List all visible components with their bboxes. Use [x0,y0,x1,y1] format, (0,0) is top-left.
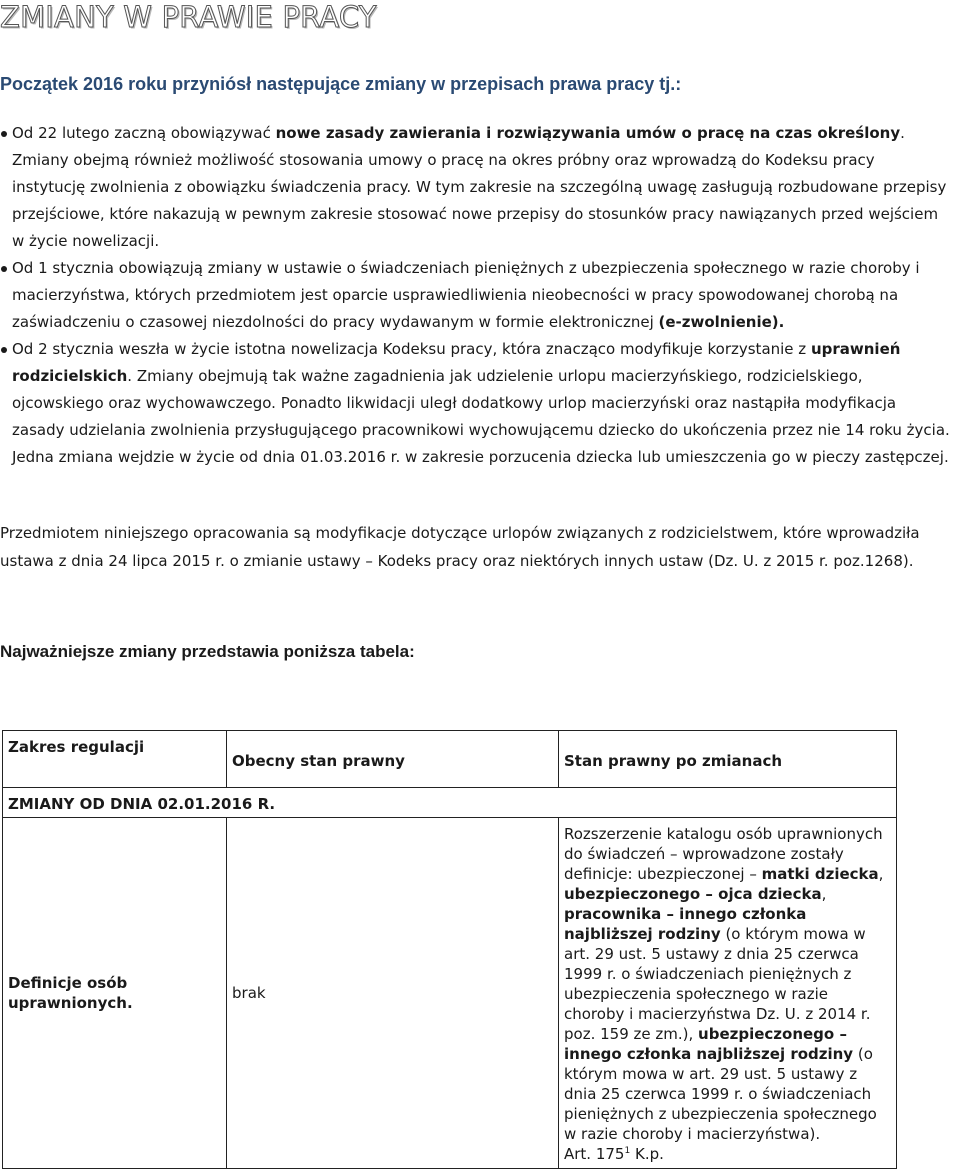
cell-bold-text: ubezpieczonego – innego członka najbliższej rodziny [564,1025,854,1063]
bullet-item-employment-contracts [0,120,950,255]
cell-bold-text: pracownika – innego członka najbliższej rodziny [564,905,807,943]
cell-text: (o którym mowa w art. 29 ust. 5 ustawy z dnia 25 czerwca 1999 r. o świadczeniach pieniężnych z ubezpieczenia społecznego w razie choroby i macierzyństwa Dz. U. z 2014 r. poz. 159 ze zm.), [564,925,871,1043]
page-title: ZMIANY W PRAWIE PRACY [0,0,377,34]
cell-text: (o którym mowa w art. 29 ust. 5 ustawy z dnia 25 czerwca 1999 r. o świadczeniach pieniężnych z ubezpieczenia społecznego w razie choroby i macierzyństwa). [564,1045,877,1143]
paragraph-line: ustawa z dnia 24 lipca 2015 r. o zmianie ustawy – Kodeks pracy oraz niektórych innych ustaw (Dz. U. z 2015 r. poz.1268). [0,552,914,570]
cell-bold-text: ubezpieczonego – ojca dziecka [564,885,822,903]
article-sup: 1 [624,1146,631,1156]
bullet-item-e-sick-leave [0,255,950,336]
article-suffix: K.p. [630,1145,664,1163]
cell-bold-text: matki dziecka [761,865,879,883]
changes-bullet-list [0,120,950,471]
header-scope: Zakres regulacji [3,731,227,788]
cell-text: Rozszerzenie katalogu osób uprawnionych do świadczeń – wprowadzone zostały definicje: ubezpieczonej – [564,825,883,883]
cell-scope: Definicje osób uprawnionych. [3,818,227,1169]
table-row [3,818,897,1169]
page-subtitle: Początek 2016 roku przyniósł następujące zmiany w przepisach prawa pracy tj.: [0,74,682,94]
changes-table [2,730,897,1169]
bullet-bold-text: (e-zwolnienie). [658,313,785,331]
article-ref: Art. 175 [564,1145,625,1163]
bullet-bold-text: nowe zasady zawierania i rozwiązywania umów o pracę na czas określony [275,124,901,142]
paragraph-line: Przedmiotem niniejszego opracowania są modyfikacje dotyczące urlopów związanych z rodzicielstwem, które wprowadziła [0,524,920,542]
table-section-row [3,788,897,818]
table-header-row [3,731,897,788]
cell-current: brak [227,818,559,1169]
bullet-text: Od 1 stycznia obowiązują zmiany w ustawie o świadczeniach pieniężnych z ubezpieczenia społecznego w razie choroby i macierzyństwa, których przedmiotem jest oparcie usprawiedliwienia nieobecności w pracy spowodowanej chorobą na zaświadczeniu o czasowej niezdolności do pracy wydawanym w formie elektronicznej [12,259,920,331]
bullet-item-parental-rights [0,336,950,471]
bullet-text: . Zmiany obejmą również możliwość stosowania umowy o pracę na okres próbny oraz wprowadzą do Kodeksu pracy instytucję zwolnienia z obowiązku świadczenia pracy. W tym zakresie na szczególną uwagę zasługują rozbudowane przepisy przejściowe, które nakazują w pewnym zakresie stosować nowe przepisy do stosunków pracy nawiązanych przed wejściem w życie nowelizacji. [12,124,947,250]
bullet-text: . Zmiany obejmują tak ważne zagadnienia jak udzielenie urlopu macierzyńskiego, rodzicielskiego, ojcowskiego oraz wychowawczego. Ponadto likwidacji uległ dodatkowy urlop macierzyński oraz nastąpiła modyfikacja zasady udzielania zwolnienia przysługującego pracownikowi wychowującemu dziecko do ukończenia przez nie 14 roku życia. Jedna zmiana wejdzie w życie od dnia 01.03.2016 r. w zakresie porzucenia dziecka lub umieszczenia go w pieczy zastępczej. [12,367,950,466]
cell-text: , [821,885,827,903]
cell-text: , [878,865,884,883]
header-current: Obecny stan prawny [227,731,559,788]
table-heading: Najważniejsze zmiany przedstawia poniższa tabela: [0,642,415,661]
cell-after [559,818,897,1169]
bullet-text: Od 22 lutego zaczną obowiązywać [12,124,276,142]
intro-paragraph [0,519,960,575]
bullet-text: Od 2 stycznia weszła w życie istotna nowelizacja Kodeksu pracy, która znacząco modyfikuje korzystanie z [12,340,811,358]
header-after: Stan prawny po zmianach [559,731,897,788]
bullet-bold-text: uprawnień rodzicielskich [12,340,901,385]
section-title: ZMIANY OD DNIA 02.01.2016 R. [3,788,897,818]
